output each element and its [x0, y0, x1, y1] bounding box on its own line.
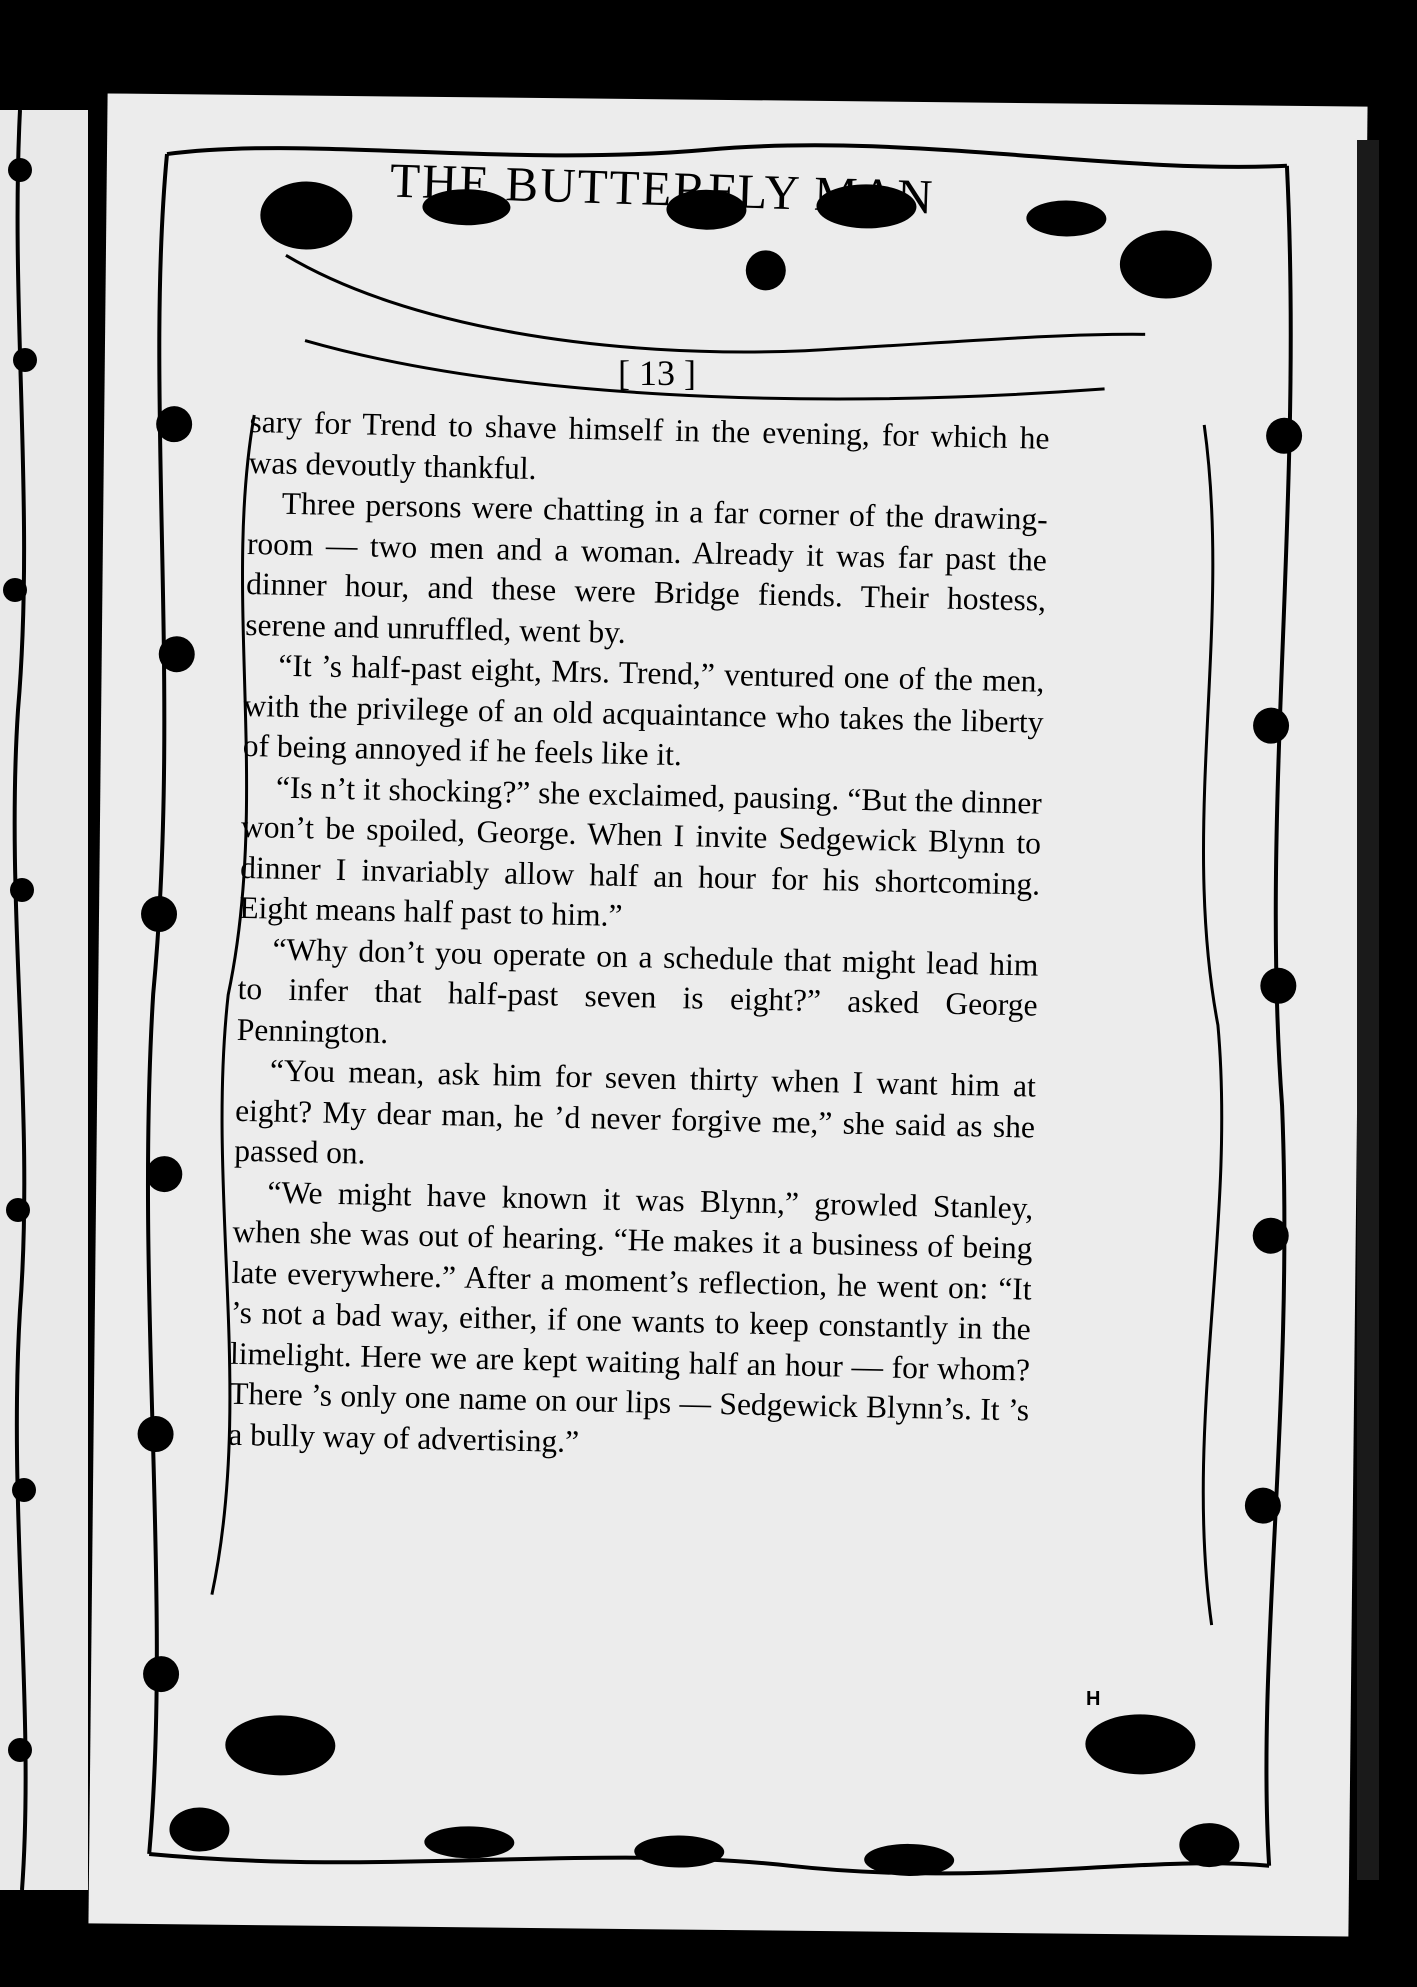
- paragraph: Three persons were chatting in a far corner of the drawing-room — two men and a woman. Already it was far past the dinner hour, and these were Bridge fiends. Their hostess, serene and unruffled, went by.: [244, 485, 1049, 650]
- paragraph: sary for Trend to shave himself in the evening, for which he was devoutly thankful.: [248, 403, 1050, 486]
- paragraph: “You mean, ask him for seven thirty when I want him at eight? My dear man, he ’d never forgive me,” she said as she passed on.: [233, 1052, 1037, 1171]
- body-text: [228, 402, 1050, 1472]
- facing-page-floral-border: [0, 110, 88, 1890]
- page-stack-edge: [1357, 140, 1379, 1880]
- paragraph: “We might have known it was Blynn,” growled Stanley, when she was out of hearing. “He makes it a business of being late everywhere.” After a moment’s reflection, he went on: “It ’s not a bad way, either, if one wants to keep constantly in the limelight. Here we are kept waiting half an hour — for whom? There ’s only one name on our lips — Sedgewick Blynn’s. It ’s a bully way of advertising.”: [228, 1174, 1034, 1459]
- illustrator-initial: H: [1086, 1688, 1101, 1710]
- facing-page-edge: [0, 110, 88, 1890]
- page-number: [ 13 ]: [618, 353, 696, 393]
- paragraph: “Why don’t you operate on a schedule that might lead him to infer that half-past seven is eight?” asked George Pennington.: [236, 931, 1039, 1050]
- paragraph: “It ’s half-past eight, Mrs. Trend,” ventured one of the men, with the privilege of an old acquaintance who takes the liberty of being annoyed if he feels like it.: [242, 647, 1045, 773]
- running-title: THE BUTTERFLY MAN: [389, 152, 936, 225]
- paragraph: “Is n’t it shocking?” she exclaimed, pausing. “But the dinner won’t be spoiled, George. When I invite Sedgewick Blynn to dinner I invariably allow half an hour for his shortcoming. Eight means half past to him.”: [239, 769, 1043, 933]
